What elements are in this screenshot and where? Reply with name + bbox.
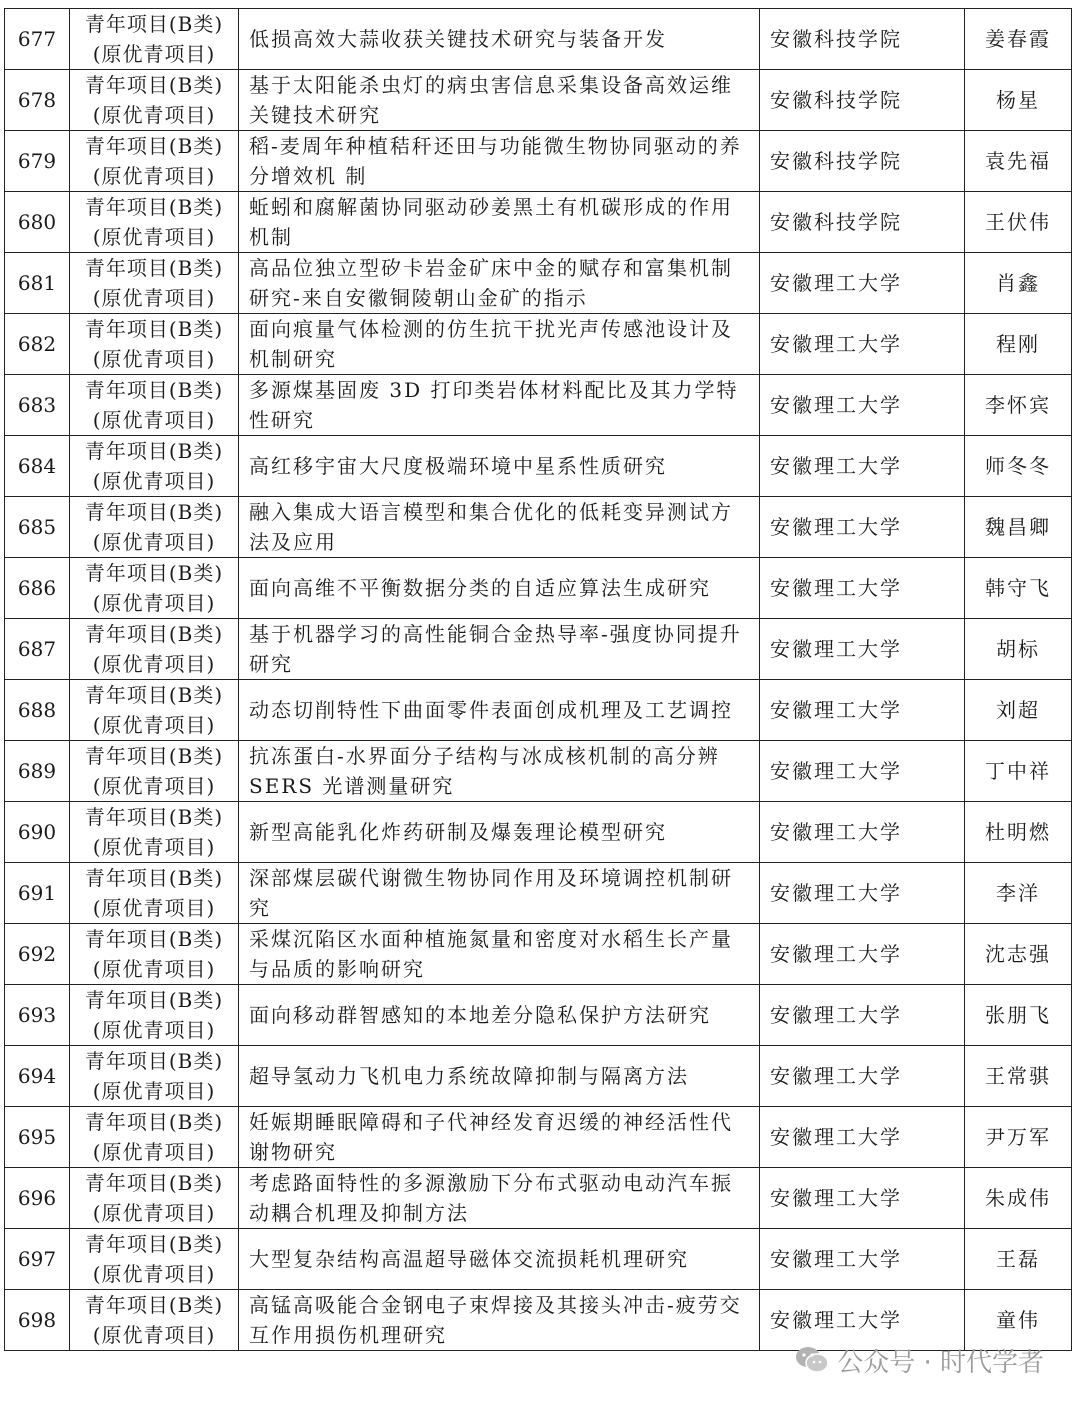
- project-title: [239, 863, 760, 924]
- institution: 安徽理工大学: [760, 1290, 965, 1351]
- project-type-line: (原优青项目): [92, 1323, 216, 1347]
- project-title-line: 新型高能乳化炸药研制及爆轰理论模型研究: [249, 820, 667, 844]
- institution: 安徽理工大学: [760, 497, 965, 558]
- principal-investigator: 胡标: [965, 619, 1072, 680]
- principal-investigator: 童伟: [965, 1290, 1072, 1351]
- project-type-line: 青年项目(B类): [84, 988, 224, 1012]
- institution: 安徽理工大学: [760, 985, 965, 1046]
- project-type-line: 青年项目(B类): [84, 12, 224, 36]
- principal-investigator: 王常骐: [965, 1046, 1072, 1107]
- institution: 安徽理工大学: [760, 924, 965, 985]
- project-type: [70, 1168, 239, 1229]
- table-row: [5, 1046, 1072, 1107]
- project-number: 677: [5, 9, 70, 70]
- project-type-line: (原优青项目): [92, 42, 216, 66]
- project-type-line: (原优青项目): [92, 591, 216, 615]
- project-type-line: (原优青项目): [92, 957, 216, 981]
- project-type: [70, 375, 239, 436]
- project-title: [239, 436, 760, 497]
- project-type-line: (原优青项目): [92, 164, 216, 188]
- project-type-line: (原优青项目): [92, 347, 216, 371]
- table-row: [5, 985, 1072, 1046]
- project-type: [70, 680, 239, 741]
- project-type-line: (原优青项目): [92, 1140, 216, 1164]
- project-type: [70, 985, 239, 1046]
- project-number: 679: [5, 131, 70, 192]
- project-type-line: (原优青项目): [92, 408, 216, 432]
- project-number: 694: [5, 1046, 70, 1107]
- institution: 安徽理工大学: [760, 1229, 965, 1290]
- institution: 安徽理工大学: [760, 253, 965, 314]
- project-number: 698: [5, 1290, 70, 1351]
- project-number: 697: [5, 1229, 70, 1290]
- institution: 安徽理工大学: [760, 375, 965, 436]
- principal-investigator: 丁中祥: [965, 741, 1072, 802]
- project-type-line: 青年项目(B类): [84, 561, 224, 585]
- project-type: [70, 558, 239, 619]
- project-type: [70, 497, 239, 558]
- institution: 安徽理工大学: [760, 1107, 965, 1168]
- project-type: [70, 131, 239, 192]
- project-type-line: (原优青项目): [92, 103, 216, 127]
- project-table-body: [5, 9, 1072, 1351]
- project-title-line: 多源煤基固废 3D 打印类岩体材料配比及其力学特: [249, 378, 739, 402]
- project-type-line: 青年项目(B类): [84, 866, 224, 890]
- project-type-line: (原优青项目): [92, 225, 216, 249]
- project-title-line: 高锰高吸能合金钢电子束焊接及其接头冲击-疲劳交: [249, 1293, 742, 1317]
- project-type-line: (原优青项目): [92, 1262, 216, 1286]
- institution: 安徽理工大学: [760, 558, 965, 619]
- project-title-line: 超导氢动力飞机电力系统故障抑制与隔离方法: [249, 1064, 689, 1088]
- project-type-line: 青年项目(B类): [84, 439, 224, 463]
- institution: 安徽理工大学: [760, 1168, 965, 1229]
- project-type-line: (原优青项目): [92, 652, 216, 676]
- project-type: [70, 70, 239, 131]
- project-title-line: 机制研究: [249, 347, 337, 371]
- project-table: [4, 8, 1072, 1351]
- project-type-line: 青年项目(B类): [84, 317, 224, 341]
- project-title: [239, 1107, 760, 1168]
- project-title: [239, 985, 760, 1046]
- project-type-line: 青年项目(B类): [84, 378, 224, 402]
- project-number: 691: [5, 863, 70, 924]
- principal-investigator: 程刚: [965, 314, 1072, 375]
- institution: 安徽科技学院: [760, 131, 965, 192]
- table-row: [5, 497, 1072, 558]
- project-type-line: (原优青项目): [92, 469, 216, 493]
- project-title: [239, 558, 760, 619]
- project-title-line: 研究: [249, 652, 293, 676]
- principal-investigator: 沈志强: [965, 924, 1072, 985]
- project-number: 690: [5, 802, 70, 863]
- project-title: [239, 1290, 760, 1351]
- principal-investigator: 韩守飞: [965, 558, 1072, 619]
- project-number: 687: [5, 619, 70, 680]
- project-title-line: 稻-麦周年种植秸秆还田与功能微生物协同驱动的养: [249, 134, 742, 158]
- project-number: 680: [5, 192, 70, 253]
- table-row: [5, 70, 1072, 131]
- principal-investigator: 尹万军: [965, 1107, 1072, 1168]
- table-row: [5, 375, 1072, 436]
- principal-investigator: 姜春霞: [965, 9, 1072, 70]
- project-title-line: 究: [249, 896, 271, 920]
- project-type-line: 青年项目(B类): [84, 744, 224, 768]
- project-type: [70, 802, 239, 863]
- project-title-line: 动耦合机理及抑制方法: [249, 1201, 469, 1225]
- principal-investigator: 袁先福: [965, 131, 1072, 192]
- table-row: [5, 558, 1072, 619]
- project-title-line: 面向痕量气体检测的仿生抗干扰光声传感池设计及: [249, 317, 733, 341]
- project-type: [70, 314, 239, 375]
- project-number: 685: [5, 497, 70, 558]
- project-title-line: 面向移动群智感知的本地差分隐私保护方法研究: [249, 1003, 711, 1027]
- principal-investigator: 张朋飞: [965, 985, 1072, 1046]
- project-title-line: 法及应用: [249, 530, 337, 554]
- project-title: [239, 680, 760, 741]
- project-number: 692: [5, 924, 70, 985]
- project-title-line: 分增效机 制: [249, 164, 368, 188]
- project-type-line: (原优青项目): [92, 530, 216, 554]
- table-row: [5, 863, 1072, 924]
- table-row: [5, 680, 1072, 741]
- institution: 安徽科技学院: [760, 192, 965, 253]
- table-row: [5, 741, 1072, 802]
- project-title: [239, 1046, 760, 1107]
- project-type-line: (原优青项目): [92, 896, 216, 920]
- project-title-line: 高品位独立型矽卡岩金矿床中金的赋存和富集机制: [249, 256, 733, 280]
- project-type-line: 青年项目(B类): [84, 256, 224, 280]
- project-type: [70, 1107, 239, 1168]
- project-number: 683: [5, 375, 70, 436]
- project-type: [70, 9, 239, 70]
- table-row: [5, 9, 1072, 70]
- project-type: [70, 436, 239, 497]
- project-title: [239, 1229, 760, 1290]
- project-number: 695: [5, 1107, 70, 1168]
- project-number: 693: [5, 985, 70, 1046]
- principal-investigator: 杜明燃: [965, 802, 1072, 863]
- table-row: [5, 192, 1072, 253]
- project-title: [239, 1168, 760, 1229]
- project-title: [239, 70, 760, 131]
- principal-investigator: 李怀宾: [965, 375, 1072, 436]
- project-title-line: 性研究: [249, 408, 315, 432]
- project-number: 681: [5, 253, 70, 314]
- table-row: [5, 1107, 1072, 1168]
- project-number: 689: [5, 741, 70, 802]
- table-row: [5, 314, 1072, 375]
- project-title: [239, 497, 760, 558]
- project-type-line: (原优青项目): [92, 713, 216, 737]
- project-title: [239, 741, 760, 802]
- project-type-line: 青年项目(B类): [84, 805, 224, 829]
- project-type: [70, 863, 239, 924]
- project-type: [70, 1046, 239, 1107]
- project-title: [239, 802, 760, 863]
- project-type-line: (原优青项目): [92, 1079, 216, 1103]
- project-type-line: 青年项目(B类): [84, 1171, 224, 1195]
- project-type: [70, 192, 239, 253]
- project-title-line: 关键技术研究: [249, 103, 381, 127]
- institution: 安徽理工大学: [760, 314, 965, 375]
- institution: 安徽理工大学: [760, 802, 965, 863]
- project-number: 696: [5, 1168, 70, 1229]
- project-title-line: 谢物研究: [249, 1140, 337, 1164]
- project-title: [239, 192, 760, 253]
- principal-investigator: 朱成伟: [965, 1168, 1072, 1229]
- table-row: [5, 1168, 1072, 1229]
- project-title-line: 基于机器学习的高性能铜合金热导率-强度协同提升: [249, 622, 742, 646]
- project-type-line: 青年项目(B类): [84, 622, 224, 646]
- table-row: [5, 253, 1072, 314]
- principal-investigator: 王磊: [965, 1229, 1072, 1290]
- project-title: [239, 619, 760, 680]
- project-number: 682: [5, 314, 70, 375]
- project-title: [239, 314, 760, 375]
- project-type-line: 青年项目(B类): [84, 683, 224, 707]
- project-title: [239, 924, 760, 985]
- project-title-line: SERS 光谱测量研究: [249, 774, 455, 798]
- table-row: [5, 436, 1072, 497]
- project-number: 678: [5, 70, 70, 131]
- institution: 安徽理工大学: [760, 1046, 965, 1107]
- project-title-line: 抗冻蛋白-水界面分子结构与冰成核机制的高分辨: [249, 744, 720, 768]
- project-title: [239, 375, 760, 436]
- table-row: [5, 802, 1072, 863]
- project-title-line: 互作用损伤机理研究: [249, 1323, 447, 1347]
- principal-investigator: 肖鑫: [965, 253, 1072, 314]
- project-title-line: 大型复杂结构高温超导磁体交流损耗机理研究: [249, 1247, 689, 1271]
- principal-investigator: 李洋: [965, 863, 1072, 924]
- institution: 安徽理工大学: [760, 436, 965, 497]
- institution: 安徽科技学院: [760, 70, 965, 131]
- project-type-line: 青年项目(B类): [84, 1293, 224, 1317]
- wechat-icon: [795, 1345, 829, 1375]
- project-title-line: 机制: [249, 225, 293, 249]
- project-title-line: 采煤沉陷区水面种植施氮量和密度对水稻生长产量: [249, 927, 733, 951]
- project-title-line: 高红移宇宙大尺度极端环境中星系性质研究: [249, 454, 667, 478]
- project-type-line: 青年项目(B类): [84, 500, 224, 524]
- project-title-line: 低损高效大蒜收获关键技术研究与装备开发: [249, 27, 667, 51]
- institution: 安徽理工大学: [760, 619, 965, 680]
- institution: 安徽科技学院: [760, 9, 965, 70]
- project-type-line: 青年项目(B类): [84, 73, 224, 97]
- table-row: [5, 131, 1072, 192]
- table-row: [5, 619, 1072, 680]
- principal-investigator: 杨星: [965, 70, 1072, 131]
- project-type-line: (原优青项目): [92, 1201, 216, 1225]
- project-title: [239, 253, 760, 314]
- project-number: 684: [5, 436, 70, 497]
- project-type: [70, 1229, 239, 1290]
- project-type: [70, 1290, 239, 1351]
- table-row: [5, 1229, 1072, 1290]
- project-type-line: (原优青项目): [92, 774, 216, 798]
- project-type: [70, 741, 239, 802]
- project-title: [239, 9, 760, 70]
- watermark: [795, 1343, 1044, 1377]
- project-title-line: 动态切削特性下曲面零件表面创成机理及工艺调控: [249, 698, 733, 722]
- project-type-line: 青年项目(B类): [84, 1232, 224, 1256]
- project-number: 686: [5, 558, 70, 619]
- project-type-line: (原优青项目): [92, 835, 216, 859]
- table-row: [5, 924, 1072, 985]
- project-type-line: 青年项目(B类): [84, 1049, 224, 1073]
- project-type: [70, 619, 239, 680]
- project-title-line: 妊娠期睡眠障碍和子代神经发育迟缓的神经活性代: [249, 1110, 733, 1134]
- project-title-line: 融入集成大语言模型和集合优化的低耗变异测试方: [249, 500, 733, 524]
- project-type-line: (原优青项目): [92, 286, 216, 310]
- project-title-line: 基于太阳能杀虫灯的病虫害信息采集设备高效运维: [249, 73, 733, 97]
- project-number: 688: [5, 680, 70, 741]
- principal-investigator: 师冬冬: [965, 436, 1072, 497]
- project-type-line: (原优青项目): [92, 1018, 216, 1042]
- project-title-line: 面向高维不平衡数据分类的自适应算法生成研究: [249, 576, 711, 600]
- project-title: [239, 131, 760, 192]
- project-title-line: 考虑路面特性的多源激励下分布式驱动电动汽车振: [249, 1171, 733, 1195]
- project-title-line: 研究-来自安徽铜陵朝山金矿的指示: [249, 286, 588, 310]
- project-type-line: 青年项目(B类): [84, 927, 224, 951]
- watermark-text: 公众号 · 时代学者: [837, 1347, 1044, 1378]
- project-title-line: 深部煤层碳代谢微生物协同作用及环境调控机制研: [249, 866, 733, 890]
- project-title-line: 与品质的影响研究: [249, 957, 425, 981]
- project-type-line: 青年项目(B类): [84, 1110, 224, 1134]
- institution: 安徽理工大学: [760, 863, 965, 924]
- project-type-line: 青年项目(B类): [84, 134, 224, 158]
- principal-investigator: 魏昌卿: [965, 497, 1072, 558]
- project-type: [70, 253, 239, 314]
- project-title-line: 蚯蚓和腐解菌协同驱动砂姜黑土有机碳形成的作用: [249, 195, 733, 219]
- project-type: [70, 924, 239, 985]
- institution: 安徽理工大学: [760, 680, 965, 741]
- institution: 安徽理工大学: [760, 741, 965, 802]
- principal-investigator: 刘超: [965, 680, 1072, 741]
- principal-investigator: 王伏伟: [965, 192, 1072, 253]
- project-type-line: 青年项目(B类): [84, 195, 224, 219]
